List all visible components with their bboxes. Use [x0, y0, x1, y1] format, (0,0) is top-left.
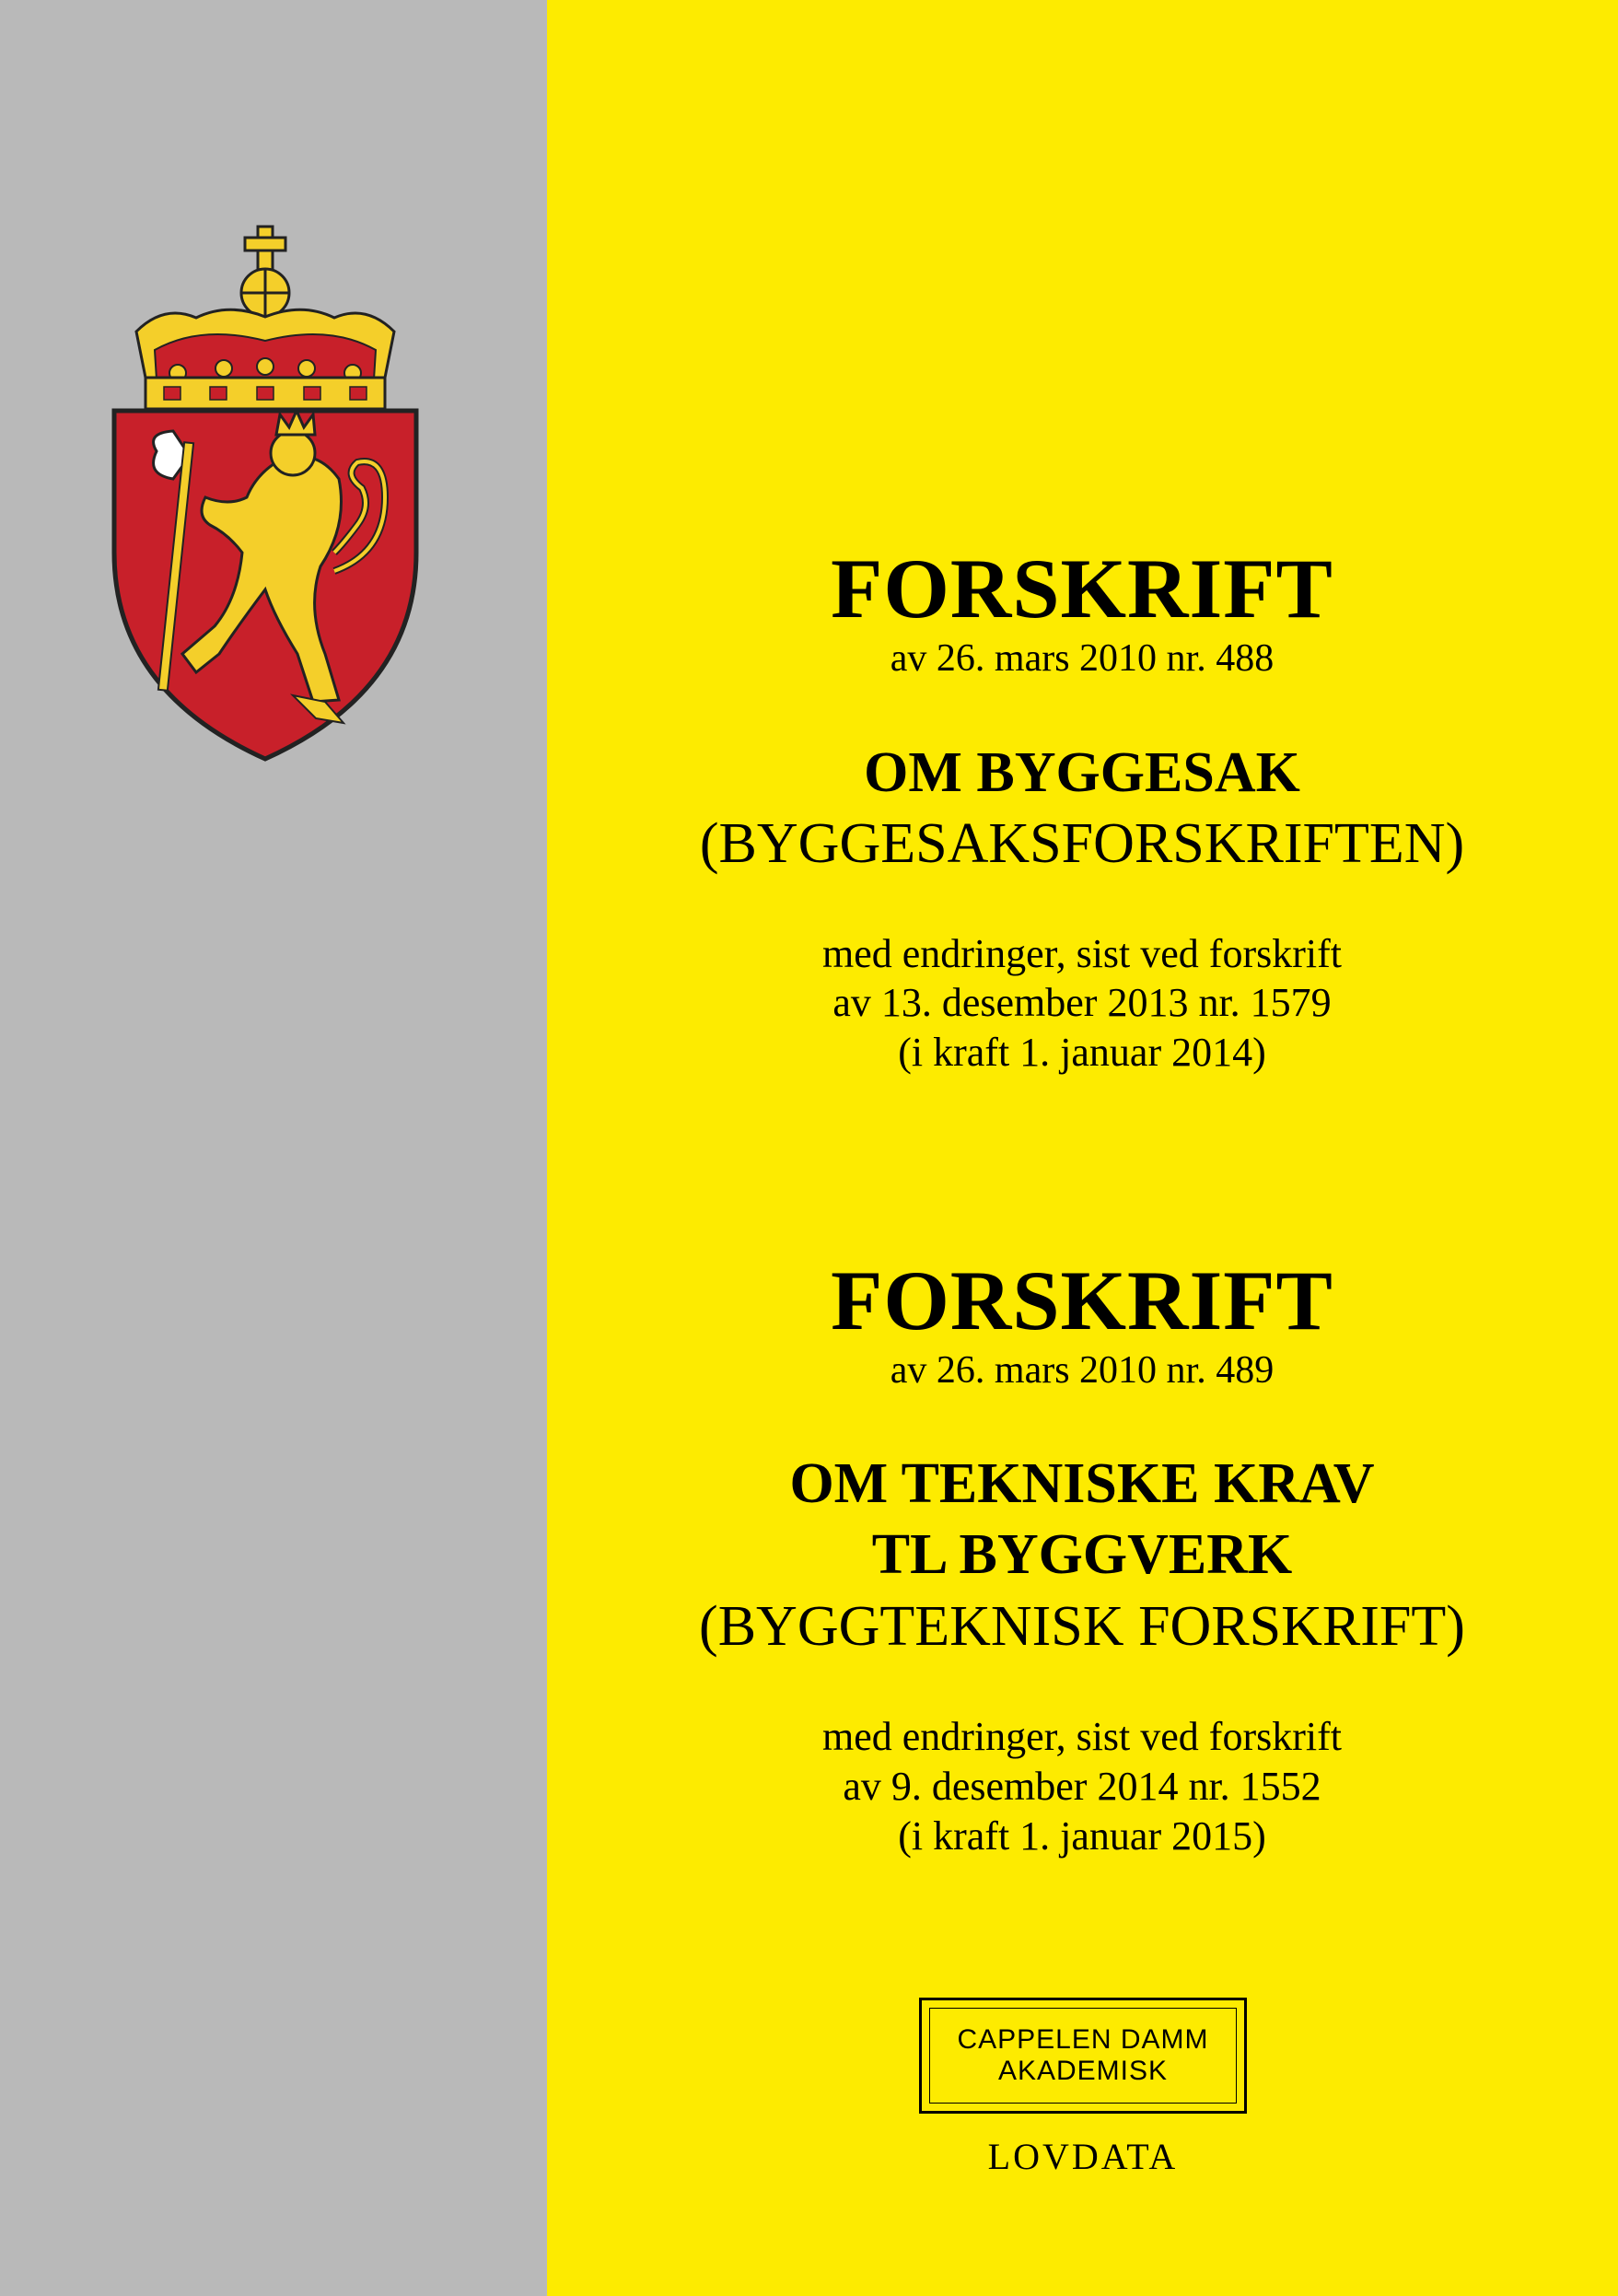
publisher-logo-box	[919, 1998, 1247, 2114]
reg1-subject-line1: OM BYGGESAK	[864, 741, 1300, 804]
reg2-date: av 26. mars 2010 nr. 489	[890, 1349, 1275, 1392]
reg1-title: FORSKRIFT	[831, 542, 1333, 635]
reg2-note-line3: (i kraft 1. januar 2015)	[898, 1813, 1266, 1859]
publisher-name-line1: CAPPELEN DAMM	[957, 2023, 1209, 2055]
reg1-note-line2: av 13. desember 2013 nr. 1579	[832, 980, 1332, 1025]
reg1-subject-line2: (BYGGESAKSFORSKRIFTEN)	[699, 812, 1465, 875]
reg2-note-line1: med endringer, sist ved forskrift	[822, 1714, 1342, 1759]
reg2-title: FORSKRIFT	[831, 1253, 1333, 1347]
reg2-subject-line3: (BYGGTEKNISK FORSKRIFT)	[699, 1595, 1465, 1658]
reg1-date: av 26. mars 2010 nr. 488	[890, 637, 1275, 680]
publisher-name-line2: AKADEMISK	[997, 2056, 1169, 2086]
imprint-lovdata: LOVDATA	[987, 2136, 1179, 2177]
yellow-cover-panel	[547, 0, 1618, 2296]
reg2-subject-line2: TL BYGGVERK	[871, 1523, 1293, 1586]
reg2-note-line2: av 9. desember 2014 nr. 1552	[843, 1764, 1321, 1809]
norwegian-coat-of-arms-icon	[109, 221, 422, 764]
reg1-note-line1: med endringer, sist ved forskrift	[822, 931, 1342, 976]
reg1-note-line3: (i kraft 1. januar 2014)	[898, 1030, 1266, 1075]
reg2-subject-line1: OM TEKNISKE KRAV	[789, 1452, 1375, 1515]
